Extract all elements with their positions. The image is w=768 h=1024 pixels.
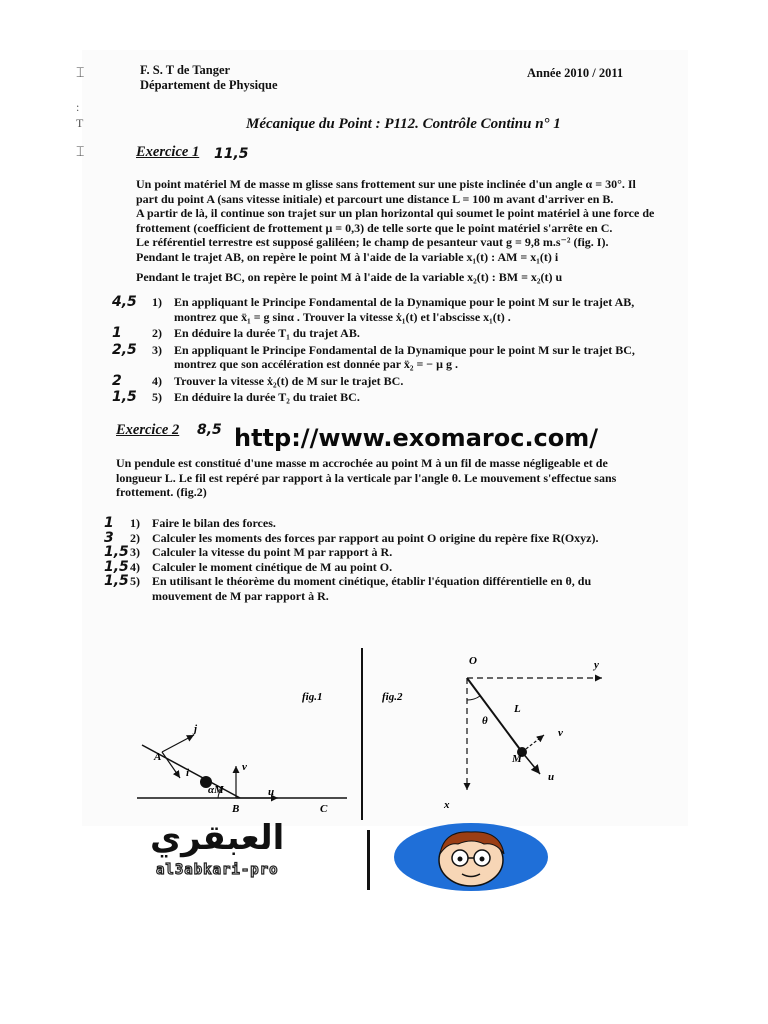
question-item xyxy=(112,390,682,405)
statement-line: Pendant le trajet BC, on repère le point M à l'aide de la variable x₂(t) : BM = x₂(t) u xyxy=(136,270,563,284)
exam-title: Mécanique du Point : P112. Contrôle Continu n° 1 xyxy=(246,116,561,132)
exercise1-points: 11,5 xyxy=(214,146,249,162)
label-alpha: α xyxy=(208,784,215,796)
exercise1-heading: Exercice 1 xyxy=(136,144,200,160)
label-C: C xyxy=(320,803,328,815)
department: Département de Physique xyxy=(140,78,278,92)
margin-mark: ⌶ xyxy=(76,145,85,160)
question-text: En déduire la durée T₁ du trajet AB. xyxy=(174,326,360,340)
label-L: L xyxy=(514,703,521,715)
label-i: i xyxy=(186,767,190,779)
label-O: O xyxy=(469,655,477,667)
label-A: A xyxy=(154,751,162,763)
statement-line: longueur L. Le fil est repéré par rapport à la verticale par l'angle θ. Le mouvement s'effectue sans xyxy=(116,470,617,485)
label-u: u xyxy=(268,786,275,798)
question-item xyxy=(112,295,682,324)
question-number: 5) xyxy=(152,390,162,404)
question-mark: 1 xyxy=(104,515,114,531)
exam-page xyxy=(76,50,688,826)
question-number: 4) xyxy=(130,559,140,574)
statement-line: Un pendule est constitué d'une masse m accrochée au point M à un fil de masse négligeable et de xyxy=(116,456,608,470)
i-vector xyxy=(162,752,180,778)
school-year: Année 2010 / 2011 xyxy=(527,66,624,80)
exercise1-statement xyxy=(136,177,681,285)
fig1-diagram xyxy=(137,691,347,826)
pendulum-string xyxy=(467,678,522,752)
question-text: En utilisant le théorème du moment cinétique, établir l'équation différentielle en θ, du mouvement de M par rapport à R. xyxy=(152,574,592,603)
question-number: 2) xyxy=(130,530,140,545)
label-x: x xyxy=(444,799,450,811)
question-mark: 1,5 xyxy=(112,389,137,405)
question-number: 1) xyxy=(152,295,162,309)
statement-line: part du point A (sans vitesse initiale) et parcourt une distance L = 100 m avant d'arriver en B. xyxy=(136,191,614,206)
question-mark: 4,5 xyxy=(112,294,137,310)
statement-line: Pendant le trajet AB, on repère le point M à l'aide de la variable x₁(t) : AM = x₁(t) i xyxy=(136,249,559,264)
j-vector xyxy=(162,735,194,752)
question-text: En appliquant le Principe Fondamental de la Dynamique pour le point M sur le trajet AB, montrez que ẍ₁ = g sinα . Trouver la vitesse ẋ₁(t) et l'abscisse x₁(t) . xyxy=(174,295,635,324)
logo-divider xyxy=(367,830,370,890)
label-theta: θ xyxy=(482,715,488,727)
statement-line: frottement. (fig.2) xyxy=(116,485,207,499)
question-item xyxy=(112,343,682,372)
watermark-url[interactable]: http://www.exomaroc.com/ xyxy=(234,424,599,452)
question-number: 4) xyxy=(152,373,162,388)
label-j: j xyxy=(194,723,198,735)
question-item xyxy=(104,545,682,560)
question-text: Trouver la vitesse ẋ₂(t) de M sur le trajet BC. xyxy=(174,373,404,388)
fig1-caption: fig.1 xyxy=(302,691,323,703)
label-v: v xyxy=(558,727,563,739)
statement-line: Un point matériel M de masse m glisse sans frottement sur une piste inclinée d'un angle α = 30°. Il xyxy=(136,177,636,191)
logo-latin: al3abkari-pro xyxy=(156,862,279,878)
question-mark: 2,5 xyxy=(112,341,137,358)
question-item xyxy=(112,326,682,341)
question-text: En déduire la durée T₂ du traiet BC. xyxy=(174,390,360,404)
exercise2-heading: Exercice 2 xyxy=(116,422,180,438)
question-mark: 3 xyxy=(104,529,114,546)
label-u: u xyxy=(548,771,555,783)
question-mark: 2 xyxy=(112,372,122,389)
question-item xyxy=(104,574,682,603)
question-text: Calculer les moments des forces par rapport au point O origine du repère fixe R(Oxyz). xyxy=(152,530,599,545)
fig2-caption: fig.2 xyxy=(382,691,403,703)
question-mark: 1 xyxy=(112,325,122,341)
u-vector xyxy=(522,752,540,774)
question-mark: 1,5 xyxy=(104,573,129,589)
question-text: En appliquant le Principe Fondamental de la Dynamique pour le point M sur le trajet BC, montrez que son accélération est donnée par ẍ₂ = − μ g . xyxy=(174,342,635,371)
institution: F. S. T de Tanger xyxy=(140,63,231,77)
exercise2-questions xyxy=(104,516,682,603)
question-item xyxy=(104,531,682,546)
question-number: 2) xyxy=(152,326,162,340)
question-number: 3) xyxy=(152,342,162,357)
label-y: y xyxy=(594,659,599,671)
question-mark: 1,5 xyxy=(104,544,129,560)
theta-arc xyxy=(467,696,480,700)
margin-mark: ⌶ xyxy=(76,66,85,81)
question-number: 3) xyxy=(130,545,140,559)
question-text: Calculer la vitesse du point M par rapport à R. xyxy=(152,545,393,559)
margin-mark: T xyxy=(76,116,84,130)
question-number: 5) xyxy=(130,574,140,588)
statement-line: frottement (coefficient de frottement μ = 0,3) de telle sorte que le point matériel s'arrête en C. xyxy=(136,220,613,235)
avatar-logo xyxy=(392,822,550,892)
statement-line: A partir de là, il continue son trajet sur un plan horizontal qui soumet le point matériel à une force de xyxy=(136,206,655,220)
figures xyxy=(82,640,688,826)
logo-arabic: العبقري xyxy=(150,818,285,858)
label-M: M xyxy=(512,753,522,765)
question-text: Faire le bilan des forces. xyxy=(152,516,276,530)
question-text: Calculer le moment cinétique de M au point O. xyxy=(152,559,393,574)
question-item xyxy=(112,374,682,389)
exercise2-points: 8,5 xyxy=(197,422,222,438)
fig2-diagram xyxy=(382,655,602,811)
margin-mark: : xyxy=(76,100,80,114)
exercise1-questions xyxy=(112,295,682,405)
label-v: v xyxy=(242,761,247,773)
exercise2-statement xyxy=(116,456,681,500)
statement-line: Le référentiel terrestre est supposé galiléen; le champ de pesanteur vaut g = 9,8 m.s⁻² (fig. I). xyxy=(136,235,609,249)
question-item xyxy=(104,516,682,531)
question-mark: 1,5 xyxy=(104,558,129,575)
label-B: B xyxy=(232,803,240,815)
label-M: M xyxy=(214,784,224,796)
question-item xyxy=(104,560,682,575)
question-number: 1) xyxy=(130,516,140,530)
